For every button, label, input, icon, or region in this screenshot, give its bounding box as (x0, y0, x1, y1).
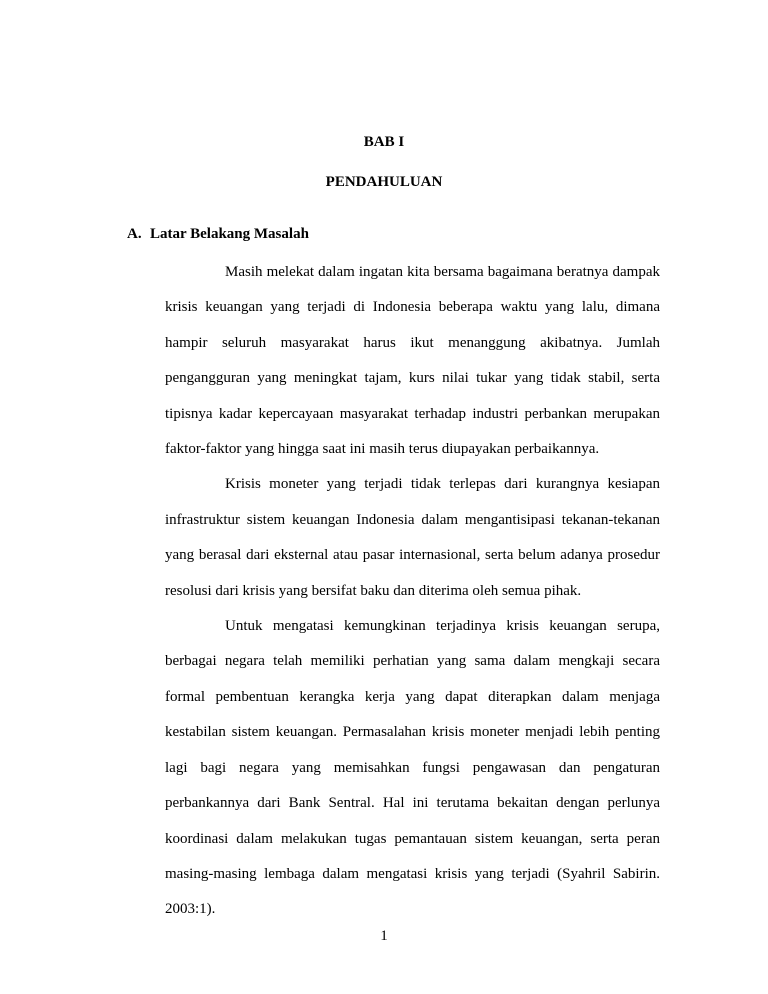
paragraph-1: Masih melekat dalam ingatan kita bersama bagaimana beratnya dampak krisis keuangan yang terjadi di Indonesia beberapa waktu yang lalu, dimana hampir seluruh masyarakat harus ikut menanggung akibatnya. Jumlah pengangguran yang meningkat tajam, kurs nilai tukar yang tidak stabil, serta tipisnya kadar kepercayaan masyarakat terhadap industri perbankan merupakan faktor-faktor yang hingga saat ini masih terus diupayakan perbaikannya. (165, 264, 660, 458)
paragraph-3: Untuk mengatasi kemungkinan terjadinya krisis keuangan serupa, berbagai negara telah memiliki perhatian yang sama dalam mengkaji secara formal pembentuan kerangka kerja yang dapat diterapkan dalam menjaga kestabilan sistem keuangan. Permasalahan krisis moneter menjadi lebih penting lagi bagi negara yang memisahkan fungsi pengawasan dan pengaturan perbankannya dari Bank Sentral. Hal ini terutama bekaitan dengan perlunya koordinasi dalam melakukan tugas pemantauan sistem keuangan, serta peran masing-masing lembaga dalam mengatasi krisis yang terjadi (Syahril Sabirin. 2003:1). (165, 618, 660, 918)
paragraph-2: Krisis moneter yang terjadi tidak terlepas dari kurangnya kesiapan infrastruktur sistem keuangan Indonesia dalam mengantisipasi tekanan-tekanan yang berasal dari eksternal atau pasar internasional, serta belum adanya prosedur resolusi dari krisis yang bersifat baku dan diterima oleh semua pihak. (165, 476, 660, 599)
section-title: Latar Belakang Masalah (150, 226, 309, 242)
body-text (165, 255, 660, 928)
chapter-number: BAB I (363, 134, 405, 150)
chapter-title: PENDAHULUAN (325, 174, 443, 190)
section-marker: A. (127, 226, 142, 242)
section-heading (127, 224, 309, 244)
page-number: 1 (380, 928, 388, 944)
